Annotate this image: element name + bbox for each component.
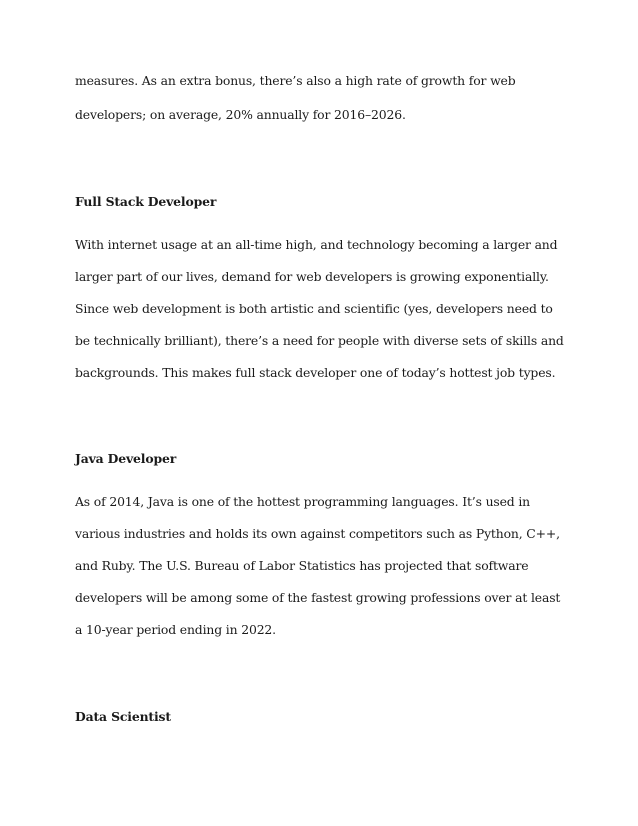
section-heading-data-scientist: Data Scientist [75,709,171,724]
paragraph-line: and Ruby. The U.S. Bureau of Labor Statistics has projected that software [75,558,529,573]
paragraph-line: a 10-year period ending in 2022. [75,622,276,637]
paragraph-line: be technically brilliant), there’s a need for people with diverse sets of skills and [75,333,564,348]
section-heading-full-stack-developer: Full Stack Developer [75,194,217,209]
paragraph-line: Since web development is both artistic and scientific (yes, developers need to [75,301,553,316]
paragraph-line: As of 2014, Java is one of the hottest programming languages. It’s used in [75,494,531,509]
section-heading-java-developer: Java Developer [75,451,177,466]
paragraph-line: backgrounds. This makes full stack developer one of today’s hottest job types. [75,365,556,380]
paragraph-line: developers; on average, 20% annually for 2016–2026. [75,107,406,122]
paragraph-line: developers will be among some of the fastest growing professions over at least [75,590,561,605]
paragraph-line: With internet usage at an all-time high, and technology becoming a larger and [75,237,558,252]
paragraph-line: various industries and holds its own against competitors such as Python, C++, [75,526,560,541]
paragraph-line: larger part of our lives, demand for web developers is growing exponentially. [75,269,549,284]
paragraph-line: measures. As an extra bonus, there’s also a high rate of growth for web [75,73,516,88]
